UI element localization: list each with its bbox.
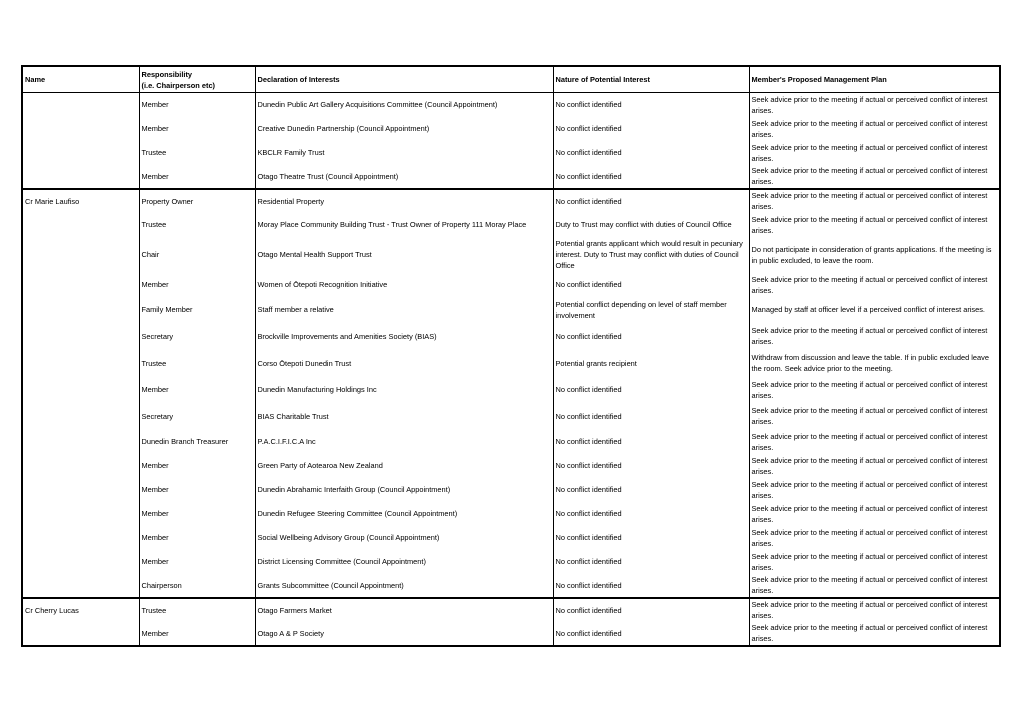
- header-name: Name: [22, 66, 139, 93]
- cell-nature: No conflict identified: [553, 598, 749, 622]
- cell-nature: No conflict identified: [553, 141, 749, 165]
- cell-declaration: Otago A & P Society: [255, 622, 553, 646]
- cell-plan: Seek advice prior to the meeting if actual or perceived conflict of interest arises.: [749, 117, 1000, 141]
- cell-nature: No conflict identified: [553, 622, 749, 646]
- table-row: [22, 297, 1000, 323]
- cell-declaration: Residential Property: [255, 189, 553, 213]
- cell-responsibility: Family Member: [139, 297, 255, 323]
- cell-nature: No conflict identified: [553, 454, 749, 478]
- table-row: [22, 165, 1000, 189]
- header-row: [22, 66, 1000, 93]
- cell-declaration: Corso Ōtepoti Dunedin Trust: [255, 350, 553, 377]
- cell-responsibility: Member: [139, 117, 255, 141]
- cell-name: [22, 622, 139, 646]
- cell-name: [22, 350, 139, 377]
- cell-declaration: Staff member a relative: [255, 297, 553, 323]
- cell-plan: Withdraw from discussion and leave the table. If in public excluded leave the room. Seek advice prior to the meeting.: [749, 350, 1000, 377]
- cell-responsibility: Member: [139, 454, 255, 478]
- cell-plan: Seek advice prior to the meeting if actual or perceived conflict of interest arises.: [749, 502, 1000, 526]
- cell-nature: No conflict identified: [553, 574, 749, 598]
- cell-plan: Seek advice prior to the meeting if actual or perceived conflict of interest arises.: [749, 574, 1000, 598]
- cell-declaration: Otago Mental Health Support Trust: [255, 237, 553, 273]
- cell-responsibility: Secretary: [139, 323, 255, 350]
- cell-plan: Seek advice prior to the meeting if actual or perceived conflict of interest arises.: [749, 478, 1000, 502]
- header-declaration: Declaration of Interests: [255, 66, 553, 93]
- cell-declaration: Otago Farmers Market: [255, 598, 553, 622]
- cell-declaration: Brockville Improvements and Amenities Society (BIAS): [255, 323, 553, 350]
- cell-name: Cr Marie Laufiso: [22, 189, 139, 213]
- cell-declaration: Dunedin Manufacturing Holdings Inc: [255, 377, 553, 403]
- cell-responsibility: Member: [139, 377, 255, 403]
- cell-plan: Seek advice prior to the meeting if actual or perceived conflict of interest arises.: [749, 622, 1000, 646]
- cell-plan: Do not participate in consideration of grants applications. If the meeting is in public excluded, to leave the room.: [749, 237, 1000, 273]
- cell-name: Cr Cherry Lucas: [22, 598, 139, 622]
- cell-name: [22, 323, 139, 350]
- table-row: [22, 430, 1000, 454]
- cell-nature: No conflict identified: [553, 377, 749, 403]
- cell-name: [22, 297, 139, 323]
- table-row: [22, 377, 1000, 403]
- table-row: [22, 237, 1000, 273]
- cell-nature: Potential conflict depending on level of staff member involvement: [553, 297, 749, 323]
- cell-responsibility: Trustee: [139, 141, 255, 165]
- table-row: [22, 502, 1000, 526]
- cell-nature: No conflict identified: [553, 403, 749, 430]
- header-nature: Nature of Potential Interest: [553, 66, 749, 93]
- cell-declaration: Moray Place Community Building Trust - Trust Owner of Property 111 Moray Place: [255, 213, 553, 237]
- cell-name: [22, 237, 139, 273]
- cell-name: [22, 502, 139, 526]
- cell-responsibility: Member: [139, 165, 255, 189]
- cell-responsibility: Trustee: [139, 213, 255, 237]
- cell-name: [22, 165, 139, 189]
- cell-plan: Seek advice prior to the meeting if actual or perceived conflict of interest arises.: [749, 598, 1000, 622]
- cell-nature: No conflict identified: [553, 165, 749, 189]
- cell-nature: No conflict identified: [553, 526, 749, 550]
- cell-plan: Seek advice prior to the meeting if actual or perceived conflict of interest arises.: [749, 165, 1000, 189]
- cell-responsibility: Property Owner: [139, 189, 255, 213]
- cell-name: [22, 141, 139, 165]
- table-row: [22, 117, 1000, 141]
- table-row: [22, 622, 1000, 646]
- cell-plan: Seek advice prior to the meeting if actual or perceived conflict of interest arises.: [749, 93, 1000, 117]
- cell-plan: Seek advice prior to the meeting if actual or perceived conflict of interest arises.: [749, 141, 1000, 165]
- table-row: [22, 478, 1000, 502]
- table-row: [22, 574, 1000, 598]
- cell-responsibility: Secretary: [139, 403, 255, 430]
- cell-plan: Seek advice prior to the meeting if actual or perceived conflict of interest arises.: [749, 454, 1000, 478]
- cell-declaration: District Licensing Committee (Council Appointment): [255, 550, 553, 574]
- cell-declaration: Otago Theatre Trust (Council Appointment): [255, 165, 553, 189]
- cell-plan: Seek advice prior to the meeting if actual or perceived conflict of interest arises.: [749, 403, 1000, 430]
- table-row: [22, 598, 1000, 622]
- table-row: [22, 550, 1000, 574]
- cell-declaration: Dunedin Abrahamic Interfaith Group (Council Appointment): [255, 478, 553, 502]
- cell-nature: No conflict identified: [553, 273, 749, 297]
- cell-nature: No conflict identified: [553, 189, 749, 213]
- cell-name: [22, 377, 139, 403]
- cell-plan: Managed by staff at officer level if a perceived conflict of interest arises.: [749, 297, 1000, 323]
- cell-responsibility: Chair: [139, 237, 255, 273]
- cell-nature: No conflict identified: [553, 502, 749, 526]
- cell-responsibility: Trustee: [139, 350, 255, 377]
- cell-name: [22, 273, 139, 297]
- table-row: [22, 141, 1000, 165]
- cell-name: [22, 574, 139, 598]
- cell-nature: No conflict identified: [553, 430, 749, 454]
- cell-responsibility: Member: [139, 478, 255, 502]
- cell-nature: No conflict identified: [553, 478, 749, 502]
- cell-name: [22, 403, 139, 430]
- cell-name: [22, 550, 139, 574]
- cell-nature: No conflict identified: [553, 550, 749, 574]
- table-row: [22, 189, 1000, 213]
- cell-nature: No conflict identified: [553, 323, 749, 350]
- cell-nature: Potential grants recipient: [553, 350, 749, 377]
- cell-declaration: Social Wellbeing Advisory Group (Council Appointment): [255, 526, 553, 550]
- cell-declaration: Green Party of Aotearoa New Zealand: [255, 454, 553, 478]
- cell-declaration: Dunedin Public Art Gallery Acquisitions Committee (Council Appointment): [255, 93, 553, 117]
- cell-name: [22, 93, 139, 117]
- cell-responsibility: Trustee: [139, 598, 255, 622]
- cell-responsibility: Member: [139, 622, 255, 646]
- table-row: [22, 273, 1000, 297]
- header-responsibility: Responsibility (i.e. Chairperson etc): [139, 66, 255, 93]
- cell-nature: No conflict identified: [553, 93, 749, 117]
- cell-name: [22, 117, 139, 141]
- cell-responsibility: Member: [139, 502, 255, 526]
- cell-plan: Seek advice prior to the meeting if actual or perceived conflict of interest arises.: [749, 526, 1000, 550]
- cell-name: [22, 478, 139, 502]
- cell-name: [22, 526, 139, 550]
- cell-plan: Seek advice prior to the meeting if actual or perceived conflict of interest arises.: [749, 430, 1000, 454]
- cell-name: [22, 454, 139, 478]
- table-row: [22, 93, 1000, 117]
- table-row: [22, 526, 1000, 550]
- header-plan: Member's Proposed Management Plan: [749, 66, 1000, 93]
- cell-nature: No conflict identified: [553, 117, 749, 141]
- cell-plan: Seek advice prior to the meeting if actual or perceived conflict of interest arises.: [749, 273, 1000, 297]
- table-row: [22, 323, 1000, 350]
- cell-name: [22, 430, 139, 454]
- cell-declaration: BIAS Charitable Trust: [255, 403, 553, 430]
- table-row: [22, 213, 1000, 237]
- table-row: [22, 350, 1000, 377]
- cell-plan: Seek advice prior to the meeting if actual or perceived conflict of interest arises.: [749, 213, 1000, 237]
- cell-responsibility: Member: [139, 526, 255, 550]
- cell-nature: Potential grants applicant which would result in pecuniary interest. Duty to Trust may conflict with duties of Council Office: [553, 237, 749, 273]
- cell-plan: Seek advice prior to the meeting if actual or perceived conflict of interest arises.: [749, 550, 1000, 574]
- cell-responsibility: Chairperson: [139, 574, 255, 598]
- declarations-table: [21, 65, 1001, 647]
- cell-responsibility: Member: [139, 273, 255, 297]
- cell-declaration: KBCLR Family Trust: [255, 141, 553, 165]
- cell-nature: Duty to Trust may conflict with duties of Council Office: [553, 213, 749, 237]
- cell-declaration: Creative Dunedin Partnership (Council Appointment): [255, 117, 553, 141]
- table-row: [22, 403, 1000, 430]
- cell-responsibility: Dunedin Branch Treasurer: [139, 430, 255, 454]
- cell-plan: Seek advice prior to the meeting if actual or perceived conflict of interest arises.: [749, 377, 1000, 403]
- table-row: [22, 454, 1000, 478]
- cell-declaration: P.A.C.I.F.I.C.A Inc: [255, 430, 553, 454]
- cell-declaration: Dunedin Refugee Steering Committee (Council Appointment): [255, 502, 553, 526]
- cell-responsibility: Member: [139, 93, 255, 117]
- cell-responsibility: Member: [139, 550, 255, 574]
- cell-declaration: Women of Ōtepoti Recognition Initiative: [255, 273, 553, 297]
- cell-plan: Seek advice prior to the meeting if actual or perceived conflict of interest arises.: [749, 189, 1000, 213]
- cell-plan: Seek advice prior to the meeting if actual or perceived conflict of interest arises.: [749, 323, 1000, 350]
- cell-name: [22, 213, 139, 237]
- cell-declaration: Grants Subcommittee (Council Appointment): [255, 574, 553, 598]
